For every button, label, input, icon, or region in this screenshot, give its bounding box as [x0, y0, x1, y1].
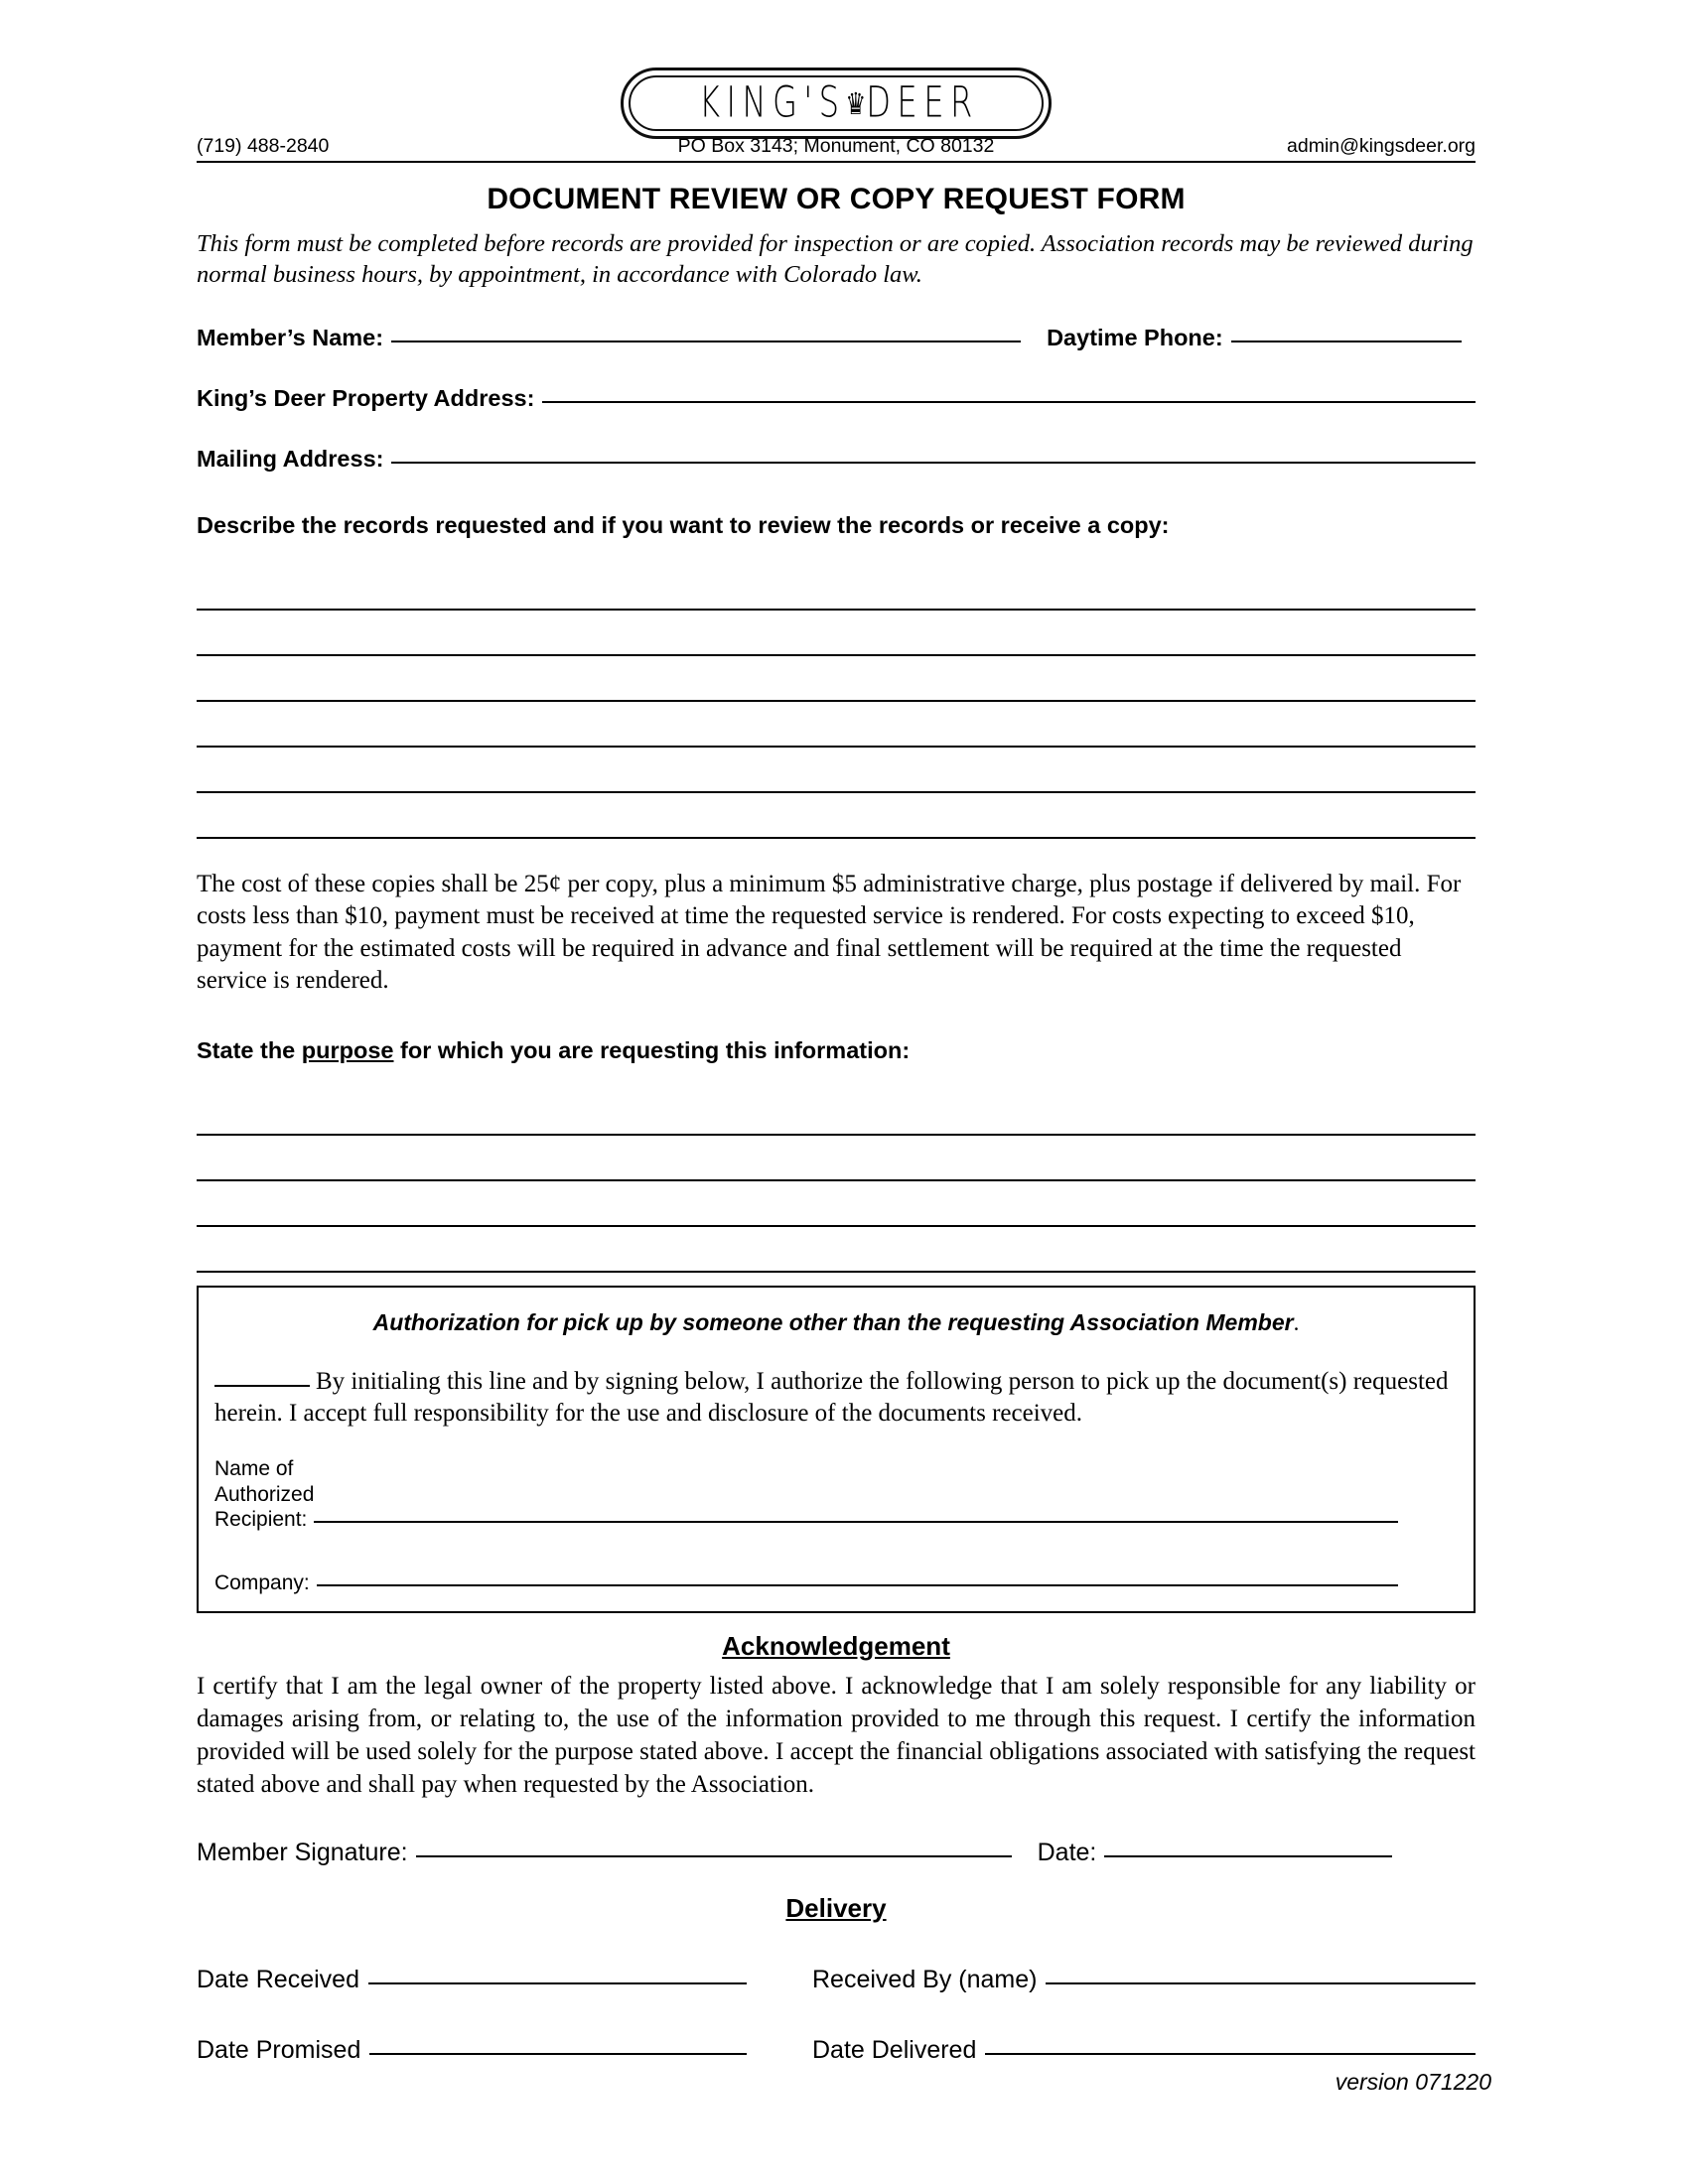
received-by-label: Received By (name)	[812, 1965, 1038, 1993]
date-delivered-field	[812, 2036, 1476, 2065]
logo-right-word: DEER	[866, 77, 980, 127]
version-footer: version 071220	[1335, 2069, 1491, 2095]
recipient-label-line2: Authorized	[214, 1482, 315, 1506]
describe-records-label: Describe the records requested and if you want to review the records or receive a copy:	[197, 511, 1170, 538]
authorization-title-period: .	[1293, 1309, 1300, 1335]
company-label: Company:	[214, 1570, 310, 1594]
purpose-word: purpose	[301, 1036, 394, 1063]
document-content	[197, 0, 1476, 2065]
delivery-heading: Delivery	[785, 1892, 887, 1923]
kings-deer-logo	[621, 68, 1052, 139]
delivery-row-1	[197, 1966, 1476, 1994]
company-row	[214, 1571, 1458, 1595]
recipient-row	[214, 1508, 1458, 1532]
write-line[interactable]	[197, 1227, 1476, 1273]
write-line[interactable]	[197, 748, 1476, 793]
delivery-row-2	[197, 2036, 1476, 2065]
write-line[interactable]	[197, 793, 1476, 839]
form-intro-text: This form must be completed before records are provided for inspection or are copied. Association records may be reviewed during normal business hours, by appointment, in accordance with Colorado law.	[197, 230, 1474, 289]
initials-input[interactable]	[214, 1385, 310, 1387]
signature-date-label: Date:	[1037, 1838, 1097, 1866]
date-delivered-label: Date Delivered	[812, 2035, 977, 2064]
purpose-label-post: for which you are requesting this information:	[393, 1036, 911, 1063]
date-received-input[interactable]	[368, 1982, 747, 1984]
authorization-title-text: Authorization for pick up by someone other than the requesting Association Member	[372, 1308, 1294, 1335]
member-signature-input[interactable]	[416, 1854, 1012, 1857]
purpose-label-pre: State the	[197, 1036, 302, 1063]
write-line[interactable]	[197, 1090, 1476, 1136]
recipient-label-block	[214, 1456, 1458, 1508]
purpose-lines	[197, 1090, 1476, 1273]
acknowledgement-heading: Acknowledgement	[722, 1630, 950, 1661]
recipient-name-input[interactable]	[314, 1521, 1398, 1523]
contact-address: PO Box 3143; Monument, CO 80132	[677, 135, 995, 157]
purpose-label	[197, 1037, 1476, 1064]
authorization-paragraph-text: By initialing this line and by signing below, I authorize the following person to pick up the document(s) requested herein. I accept full responsibility for the use and disclosure of the documents received.	[214, 1367, 1449, 1428]
contact-email: admin@kingsdeer.org	[1287, 135, 1476, 157]
daytime-phone-input[interactable]	[1231, 340, 1462, 342]
member-name-label: Member’s Name:	[197, 324, 384, 350]
mailing-address-input[interactable]	[391, 461, 1476, 464]
property-address-row	[197, 385, 1476, 412]
write-line[interactable]	[197, 565, 1476, 611]
date-promised-label: Date Promised	[197, 2035, 361, 2064]
received-by-input[interactable]	[1046, 1982, 1476, 1984]
crown-icon: ♛	[845, 85, 867, 121]
signature-date-input[interactable]	[1104, 1854, 1392, 1857]
authorization-paragraph	[214, 1366, 1458, 1431]
logo-left-word: KING'S	[699, 77, 846, 127]
write-line[interactable]	[197, 656, 1476, 702]
received-by-field	[812, 1966, 1476, 1994]
describe-records-lines	[197, 565, 1476, 839]
company-input[interactable]	[317, 1584, 1398, 1586]
contact-phone: (719) 488-2840	[197, 135, 330, 157]
date-promised-input[interactable]	[369, 2053, 747, 2055]
authorization-box	[197, 1286, 1476, 1613]
member-name-row	[197, 325, 1476, 351]
contact-bar	[197, 135, 1476, 163]
daytime-phone-label: Daytime Phone:	[1047, 324, 1223, 350]
property-address-input[interactable]	[542, 400, 1476, 403]
authorization-title	[214, 1309, 1458, 1336]
logo-text	[693, 77, 980, 127]
write-line[interactable]	[197, 702, 1476, 748]
recipient-label-line3: Recipient:	[214, 1507, 308, 1531]
write-line[interactable]	[197, 1136, 1476, 1181]
mailing-address-row	[197, 446, 1476, 473]
acknowledgement-paragraph: I certify that I am the legal owner of the property listed above. I acknowledge that I am solely responsible for any liability or damages arising from, or relating to, the use of the information provided to me through this request. I certify the information provided will be used solely for the purpose stated above. I accept the financial obligations associated with satisfying the request stated above and shall pay when requested by the Association.	[197, 1672, 1476, 1798]
date-received-label: Date Received	[197, 1965, 359, 1993]
cost-paragraph: The cost of these copies shall be 25¢ per copy, plus a minimum $5 administrative charge, plus postage if delivered by mail. For costs less than $10, payment must be received at time the requested service is rendered. For costs expecting to exceed $10, payment for the estimated costs will be required in advance and final settlement will be required at the time the requested service is rendered.	[197, 870, 1462, 995]
write-line[interactable]	[197, 611, 1476, 656]
property-address-label: King’s Deer Property Address:	[197, 384, 535, 411]
recipient-label-line1: Name of	[214, 1456, 294, 1480]
member-signature-label: Member Signature:	[197, 1838, 408, 1866]
date-delivered-input[interactable]	[985, 2053, 1476, 2055]
page-title: DOCUMENT REVIEW OR COPY REQUEST FORM	[487, 183, 1186, 215]
date-received-field	[197, 1966, 812, 1994]
member-name-input[interactable]	[391, 340, 1021, 342]
write-line[interactable]	[197, 1181, 1476, 1227]
signature-row	[197, 1839, 1476, 1867]
mailing-address-label: Mailing Address:	[197, 445, 384, 472]
date-promised-field	[197, 2036, 812, 2065]
